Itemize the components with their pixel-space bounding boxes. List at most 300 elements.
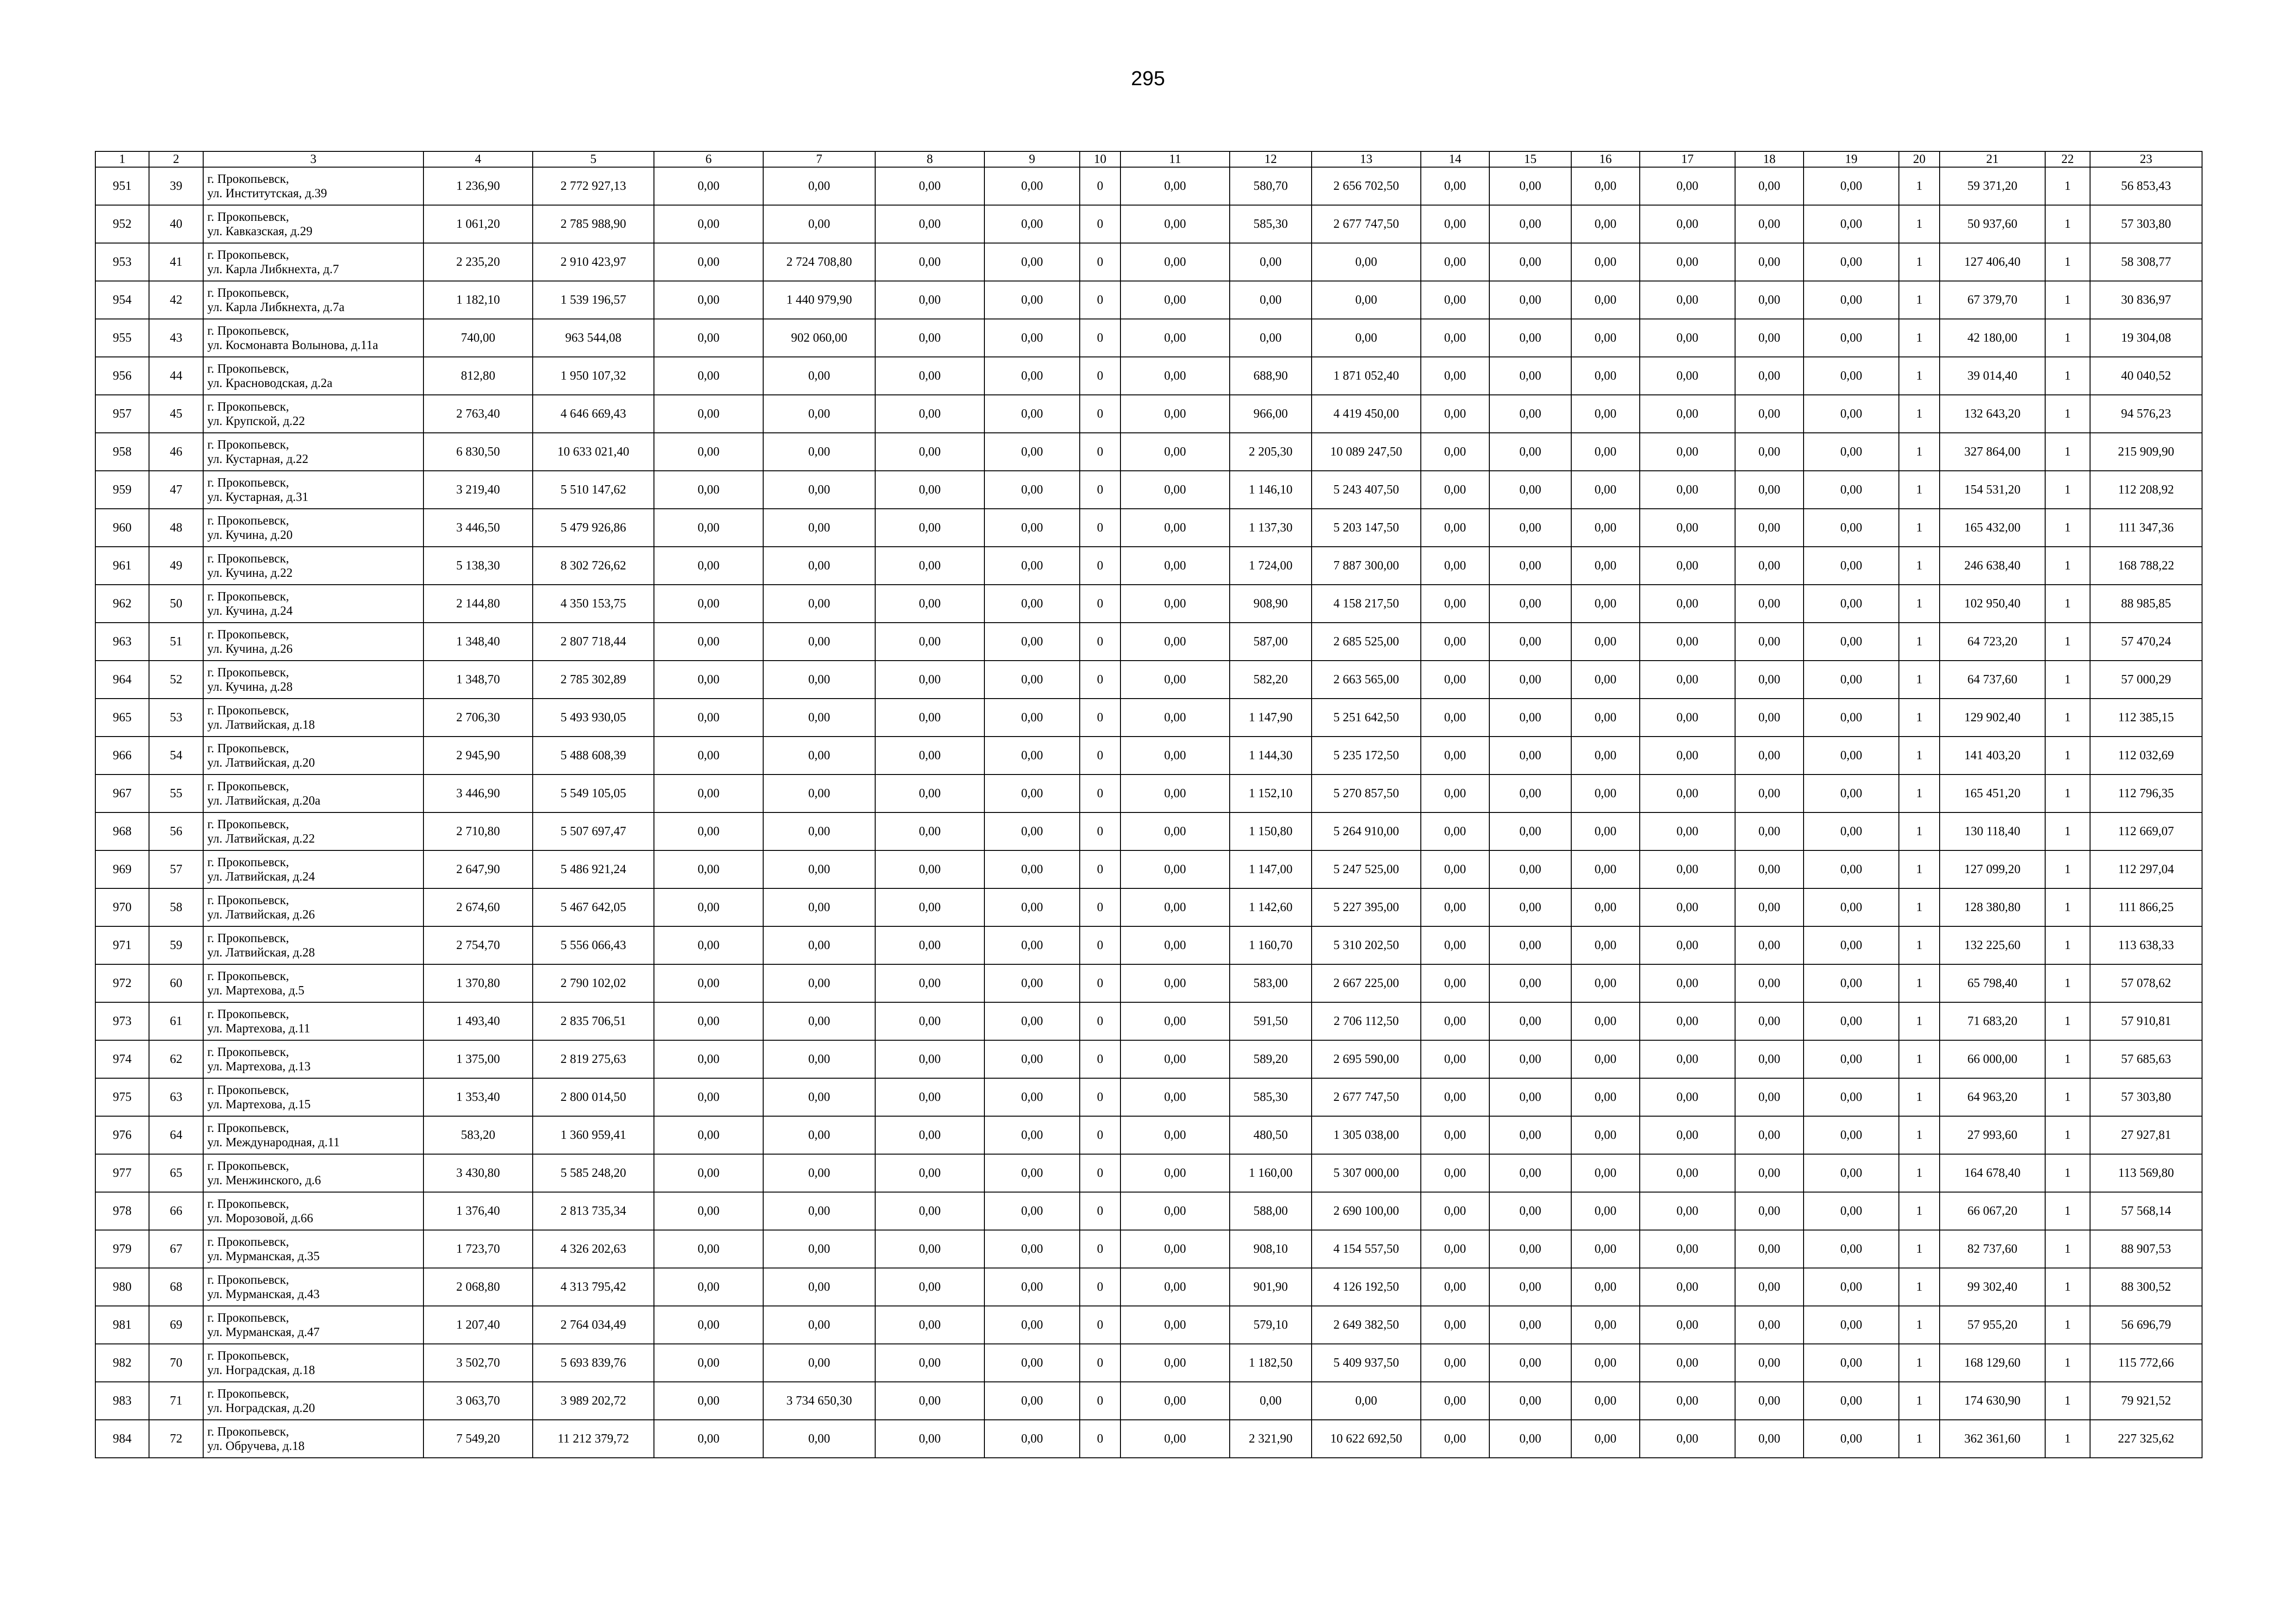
- value-cell: 0,00: [1735, 1192, 1804, 1230]
- value-cell: 0,00: [763, 850, 875, 888]
- value-cell: 56 853,43: [2090, 167, 2202, 205]
- column-header: 17: [1640, 151, 1735, 167]
- value-cell: 5 203 147,50: [1312, 509, 1421, 547]
- value-cell: 0,00: [1735, 661, 1804, 699]
- address-city: г. Прокопьевск,: [207, 665, 289, 679]
- value-cell: 0,00: [1421, 1230, 1489, 1268]
- value-cell: 5 479 926,86: [533, 509, 654, 547]
- table-row: [95, 812, 2202, 850]
- column-header: 21: [1940, 151, 2045, 167]
- value-cell: 0: [1080, 585, 1120, 623]
- value-cell: 0,00: [1571, 1116, 1640, 1154]
- value-cell: 0,00: [1421, 699, 1489, 737]
- column-header: 14: [1421, 151, 1489, 167]
- value-cell: 0,00: [1640, 509, 1735, 547]
- value-cell: 0,00: [654, 357, 763, 395]
- row-number: 955: [95, 319, 149, 357]
- value-cell: 0,00: [763, 1116, 875, 1154]
- address-city: г. Прокопьевск,: [207, 968, 289, 983]
- value-cell: 0,00: [1120, 471, 1230, 509]
- value-cell: 1 348,70: [423, 661, 533, 699]
- value-cell: 0,00: [875, 167, 984, 205]
- value-cell: 0: [1080, 547, 1120, 585]
- value-cell: 0: [1080, 661, 1120, 699]
- value-cell: 4 158 217,50: [1312, 585, 1421, 623]
- value-cell: 1: [1899, 1078, 1940, 1116]
- value-cell: 50 937,60: [1940, 205, 2045, 243]
- value-cell: 0,00: [1804, 509, 1899, 547]
- value-cell: 0,00: [1489, 888, 1571, 926]
- value-cell: 1: [2045, 509, 2090, 547]
- value-cell: 2 321,90: [1230, 1420, 1312, 1458]
- value-cell: 3 446,90: [423, 775, 533, 812]
- value-cell: 128 380,80: [1940, 888, 2045, 926]
- value-cell: 0,00: [1571, 623, 1640, 661]
- value-cell: 0,00: [1120, 1344, 1230, 1382]
- value-cell: 585,30: [1230, 1078, 1312, 1116]
- column-header: 9: [984, 151, 1080, 167]
- value-cell: 0,00: [654, 623, 763, 661]
- value-cell: 1 150,80: [1230, 812, 1312, 850]
- value-cell: 0,00: [1804, 1002, 1899, 1040]
- value-cell: 0,00: [1421, 1344, 1489, 1382]
- row-index: 72: [149, 1420, 203, 1458]
- value-cell: 0,00: [1571, 281, 1640, 319]
- value-cell: 132 643,20: [1940, 395, 2045, 433]
- address-city: г. Прокопьевск,: [207, 513, 289, 527]
- row-number: 983: [95, 1382, 149, 1420]
- row-number: 964: [95, 661, 149, 699]
- row-index: 42: [149, 281, 203, 319]
- value-cell: 0,00: [1120, 737, 1230, 775]
- column-header: 1: [95, 151, 149, 167]
- value-cell: 0,00: [1735, 850, 1804, 888]
- value-cell: 902 060,00: [763, 319, 875, 357]
- value-cell: 57 955,20: [1940, 1306, 2045, 1344]
- address-city: г. Прокопьевск,: [207, 1234, 289, 1249]
- row-index: 69: [149, 1306, 203, 1344]
- value-cell: 0,00: [763, 1192, 875, 1230]
- value-cell: 0,00: [1421, 509, 1489, 547]
- value-cell: 0: [1080, 964, 1120, 1002]
- value-cell: 0,00: [1421, 281, 1489, 319]
- value-cell: 0,00: [875, 319, 984, 357]
- value-cell: 3 734 650,30: [763, 1382, 875, 1420]
- value-cell: 1: [1899, 623, 1940, 661]
- value-cell: 0,00: [984, 737, 1080, 775]
- value-cell: 94 576,23: [2090, 395, 2202, 433]
- value-cell: 3 446,50: [423, 509, 533, 547]
- value-cell: 0,00: [654, 661, 763, 699]
- value-cell: 327 864,00: [1940, 433, 2045, 471]
- value-cell: 0,00: [1571, 1154, 1640, 1192]
- value-cell: 2 819 275,63: [533, 1040, 654, 1078]
- value-cell: 580,70: [1230, 167, 1312, 205]
- address-cell: [203, 357, 423, 395]
- address-street: ул. Ноградская, д.20: [207, 1401, 315, 1415]
- value-cell: 2 205,30: [1230, 433, 1312, 471]
- value-cell: 0,00: [1120, 775, 1230, 812]
- value-cell: 0,00: [1421, 737, 1489, 775]
- value-cell: 0,00: [1571, 699, 1640, 737]
- column-header: 2: [149, 151, 203, 167]
- value-cell: 5 585 248,20: [533, 1154, 654, 1192]
- value-cell: 0,00: [1489, 205, 1571, 243]
- value-cell: 112 796,35: [2090, 775, 2202, 812]
- column-header: 15: [1489, 151, 1571, 167]
- value-cell: 0,00: [984, 699, 1080, 737]
- value-cell: 0,00: [654, 1382, 763, 1420]
- value-cell: 0,00: [875, 661, 984, 699]
- value-cell: 0,00: [875, 585, 984, 623]
- value-cell: 0,00: [1804, 243, 1899, 281]
- address-street: ул. Латвийская, д.24: [207, 869, 315, 883]
- address-city: г. Прокопьевск,: [207, 627, 289, 641]
- address-city: г. Прокопьевск,: [207, 931, 289, 945]
- address-city: г. Прокопьевск,: [207, 1386, 289, 1400]
- value-cell: 0,00: [763, 737, 875, 775]
- address-city: г. Прокопьевск,: [207, 171, 289, 186]
- value-cell: 57 910,81: [2090, 1002, 2202, 1040]
- address-city: г. Прокопьевск,: [207, 893, 289, 907]
- value-cell: 0,00: [763, 812, 875, 850]
- value-cell: 0,00: [1120, 1040, 1230, 1078]
- table-row: [95, 547, 2202, 585]
- value-cell: 0,00: [1640, 1002, 1735, 1040]
- address-city: г. Прокопьевск,: [207, 1082, 289, 1097]
- value-cell: 0,00: [1489, 1002, 1571, 1040]
- table-body: [95, 167, 2202, 1458]
- value-cell: 0,00: [1804, 1420, 1899, 1458]
- value-cell: 0,00: [1421, 1002, 1489, 1040]
- column-header: 6: [654, 151, 763, 167]
- value-cell: 0,00: [1571, 775, 1640, 812]
- value-cell: 111 347,36: [2090, 509, 2202, 547]
- row-number: 976: [95, 1116, 149, 1154]
- row-index: 48: [149, 509, 203, 547]
- value-cell: 2 945,90: [423, 737, 533, 775]
- value-cell: 0,00: [1640, 319, 1735, 357]
- value-cell: 2 677 747,50: [1312, 1078, 1421, 1116]
- value-cell: 113 638,33: [2090, 926, 2202, 964]
- value-cell: 0,00: [1571, 547, 1640, 585]
- table-row: [95, 888, 2202, 926]
- value-cell: 0,00: [1571, 509, 1640, 547]
- value-cell: 0,00: [763, 1154, 875, 1192]
- value-cell: 2 785 302,89: [533, 661, 654, 699]
- value-cell: 0,00: [1571, 1040, 1640, 1078]
- value-cell: 1: [2045, 888, 2090, 926]
- value-cell: 71 683,20: [1940, 1002, 2045, 1040]
- value-cell: 0,00: [1571, 1420, 1640, 1458]
- value-cell: 0: [1080, 395, 1120, 433]
- address-city: г. Прокопьевск,: [207, 817, 289, 831]
- column-header: 19: [1804, 151, 1899, 167]
- value-cell: 1 144,30: [1230, 737, 1312, 775]
- address-street: ул. Мартехова, д.13: [207, 1059, 311, 1073]
- value-cell: 2 807 718,44: [533, 623, 654, 661]
- row-number: 959: [95, 471, 149, 509]
- value-cell: 0,00: [875, 395, 984, 433]
- value-cell: 1 147,00: [1230, 850, 1312, 888]
- value-cell: 0,00: [875, 1420, 984, 1458]
- table-row: [95, 850, 2202, 888]
- column-header: 10: [1080, 151, 1120, 167]
- row-index: 58: [149, 888, 203, 926]
- value-cell: 0: [1080, 1420, 1120, 1458]
- address-street: ул. Космонавта Волынова, д.11а: [207, 338, 379, 352]
- value-cell: 2 710,80: [423, 812, 533, 850]
- value-cell: 0,00: [1640, 850, 1735, 888]
- value-cell: 0,00: [763, 433, 875, 471]
- table-row: [95, 1230, 2202, 1268]
- value-cell: 0,00: [1804, 357, 1899, 395]
- table-row: [95, 1344, 2202, 1382]
- value-cell: 1 160,00: [1230, 1154, 1312, 1192]
- address-city: г. Прокопьевск,: [207, 437, 289, 451]
- value-cell: 0,00: [984, 433, 1080, 471]
- value-cell: 0,00: [984, 1268, 1080, 1306]
- address-cell: [203, 1192, 423, 1230]
- value-cell: 0,00: [1735, 1154, 1804, 1192]
- value-cell: 0,00: [654, 1268, 763, 1306]
- value-cell: 0: [1080, 1078, 1120, 1116]
- value-cell: 0: [1080, 926, 1120, 964]
- value-cell: 1: [1899, 395, 1940, 433]
- value-cell: 0,00: [1489, 850, 1571, 888]
- value-cell: 0,00: [1120, 623, 1230, 661]
- value-cell: 1: [1899, 1002, 1940, 1040]
- value-cell: 1 182,10: [423, 281, 533, 319]
- value-cell: 0,00: [984, 1420, 1080, 1458]
- value-cell: 0,00: [1571, 964, 1640, 1002]
- address-street: ул. Менжинского, д.6: [207, 1173, 321, 1187]
- row-number: 960: [95, 509, 149, 547]
- value-cell: 1: [2045, 1002, 2090, 1040]
- value-cell: 0,00: [1640, 433, 1735, 471]
- value-cell: 0: [1080, 1116, 1120, 1154]
- value-cell: 0,00: [1120, 1382, 1230, 1420]
- value-cell: 65 798,40: [1940, 964, 2045, 1002]
- value-cell: 0,00: [654, 1002, 763, 1040]
- value-cell: 4 326 202,63: [533, 1230, 654, 1268]
- row-index: 49: [149, 547, 203, 585]
- value-cell: 127 099,20: [1940, 850, 2045, 888]
- value-cell: 0,00: [1120, 1116, 1230, 1154]
- value-cell: 0,00: [763, 395, 875, 433]
- value-cell: 579,10: [1230, 1306, 1312, 1344]
- value-cell: 0,00: [875, 1230, 984, 1268]
- address-cell: [203, 471, 423, 509]
- value-cell: 2 910 423,97: [533, 243, 654, 281]
- value-cell: 0,00: [1640, 1382, 1735, 1420]
- address-street: ул. Латвийская, д.26: [207, 907, 315, 921]
- value-cell: 2 649 382,50: [1312, 1306, 1421, 1344]
- address-cell: [203, 1382, 423, 1420]
- value-cell: 0,00: [1120, 1420, 1230, 1458]
- value-cell: 0,00: [1120, 167, 1230, 205]
- value-cell: 0,00: [1640, 888, 1735, 926]
- value-cell: 0,00: [763, 926, 875, 964]
- value-cell: 0,00: [875, 433, 984, 471]
- value-cell: 0,00: [1489, 1040, 1571, 1078]
- value-cell: 0,00: [763, 547, 875, 585]
- value-cell: 0,00: [763, 471, 875, 509]
- value-cell: 1 152,10: [1230, 775, 1312, 812]
- row-number: 984: [95, 1420, 149, 1458]
- column-header: 22: [2045, 151, 2090, 167]
- value-cell: 5 264 910,00: [1312, 812, 1421, 850]
- value-cell: 0,00: [1120, 1078, 1230, 1116]
- value-cell: 0,00: [875, 926, 984, 964]
- value-cell: 1: [1899, 1306, 1940, 1344]
- address-cell: [203, 812, 423, 850]
- value-cell: 1: [2045, 1344, 2090, 1382]
- row-number: 961: [95, 547, 149, 585]
- value-cell: 2 647,90: [423, 850, 533, 888]
- value-cell: 0,00: [875, 243, 984, 281]
- value-cell: 0: [1080, 888, 1120, 926]
- value-cell: 0,00: [1735, 433, 1804, 471]
- value-cell: 0,00: [1640, 623, 1735, 661]
- address-street: ул. Кучина, д.22: [207, 566, 293, 580]
- value-cell: 129 902,40: [1940, 699, 2045, 737]
- value-cell: 0: [1080, 1344, 1120, 1382]
- value-cell: 1 539 196,57: [533, 281, 654, 319]
- address-street: ул. Красноводская, д.2а: [207, 376, 333, 390]
- value-cell: 0: [1080, 357, 1120, 395]
- value-cell: 4 154 557,50: [1312, 1230, 1421, 1268]
- value-cell: 0,00: [984, 509, 1080, 547]
- address-cell: [203, 547, 423, 585]
- value-cell: 99 302,40: [1940, 1268, 2045, 1306]
- value-cell: 0,00: [984, 888, 1080, 926]
- value-cell: 1: [1899, 964, 1940, 1002]
- value-cell: 0,00: [1804, 775, 1899, 812]
- value-cell: 0,00: [654, 281, 763, 319]
- value-cell: 0,00: [1735, 775, 1804, 812]
- value-cell: 0,00: [1571, 167, 1640, 205]
- value-cell: 0,00: [1735, 737, 1804, 775]
- value-cell: 0,00: [763, 661, 875, 699]
- value-cell: 1: [1899, 243, 1940, 281]
- value-cell: 5 467 642,05: [533, 888, 654, 926]
- address-street: ул. Обручева, д.18: [207, 1439, 305, 1453]
- address-cell: [203, 433, 423, 471]
- value-cell: 688,90: [1230, 357, 1312, 395]
- table-row: [95, 433, 2202, 471]
- value-cell: 587,00: [1230, 623, 1312, 661]
- value-cell: 1: [2045, 775, 2090, 812]
- value-cell: 1: [2045, 1116, 2090, 1154]
- value-cell: 0,00: [1421, 623, 1489, 661]
- value-cell: 64 723,20: [1940, 623, 2045, 661]
- value-cell: 0,00: [1489, 1306, 1571, 1344]
- value-cell: 0,00: [1640, 281, 1735, 319]
- value-cell: 0,00: [1804, 281, 1899, 319]
- value-cell: 5 310 202,50: [1312, 926, 1421, 964]
- value-cell: 59 371,20: [1940, 167, 2045, 205]
- address-street: ул. Карла Либкнехта, д.7а: [207, 300, 345, 314]
- value-cell: 1: [1899, 1230, 1940, 1268]
- value-cell: 5 488 608,39: [533, 737, 654, 775]
- value-cell: 0,00: [875, 1078, 984, 1116]
- value-cell: 0,00: [1489, 964, 1571, 1002]
- value-cell: 0,00: [763, 1078, 875, 1116]
- value-cell: 0: [1080, 1230, 1120, 1268]
- value-cell: 0,00: [1489, 775, 1571, 812]
- value-cell: 0,00: [1489, 1078, 1571, 1116]
- value-cell: 2 685 525,00: [1312, 623, 1421, 661]
- value-cell: 0,00: [875, 699, 984, 737]
- address-cell: [203, 1230, 423, 1268]
- value-cell: 0,00: [984, 1002, 1080, 1040]
- value-cell: 0,00: [654, 775, 763, 812]
- row-number: 982: [95, 1344, 149, 1382]
- value-cell: 0,00: [1804, 1116, 1899, 1154]
- value-cell: 0,00: [1120, 395, 1230, 433]
- value-cell: 174 630,90: [1940, 1382, 2045, 1420]
- value-cell: 589,20: [1230, 1040, 1312, 1078]
- row-index: 62: [149, 1040, 203, 1078]
- value-cell: 0,00: [1640, 1078, 1735, 1116]
- value-cell: 0,00: [875, 737, 984, 775]
- value-cell: 3 989 202,72: [533, 1382, 654, 1420]
- address-street: ул. Международная, д.11: [207, 1135, 340, 1149]
- value-cell: 2 068,80: [423, 1268, 533, 1306]
- data-table: [95, 151, 2203, 1458]
- address-city: г. Прокопьевск,: [207, 361, 289, 375]
- value-cell: 0,00: [654, 1230, 763, 1268]
- value-cell: 0,00: [1640, 1306, 1735, 1344]
- column-header: 12: [1230, 151, 1312, 167]
- value-cell: 1: [2045, 205, 2090, 243]
- value-cell: 113 569,80: [2090, 1154, 2202, 1192]
- value-cell: 0,00: [984, 623, 1080, 661]
- value-cell: 0,00: [1120, 1192, 1230, 1230]
- value-cell: 901,90: [1230, 1268, 1312, 1306]
- value-cell: 1: [2045, 433, 2090, 471]
- address-street: ул. Латвийская, д.28: [207, 945, 315, 959]
- value-cell: 82 737,60: [1940, 1230, 2045, 1268]
- value-cell: 141 403,20: [1940, 737, 2045, 775]
- column-header: 3: [203, 151, 423, 167]
- value-cell: 0: [1080, 1154, 1120, 1192]
- table-row: [95, 1154, 2202, 1192]
- row-index: 54: [149, 737, 203, 775]
- address-cell: [203, 1420, 423, 1458]
- value-cell: 0,00: [875, 1154, 984, 1192]
- value-cell: 88 300,52: [2090, 1268, 2202, 1306]
- value-cell: 2 144,80: [423, 585, 533, 623]
- value-cell: 582,20: [1230, 661, 1312, 699]
- value-cell: 0,00: [1640, 167, 1735, 205]
- value-cell: 0,00: [1640, 775, 1735, 812]
- value-cell: 0,00: [1230, 319, 1312, 357]
- value-cell: 132 225,60: [1940, 926, 2045, 964]
- value-cell: 0,00: [1489, 1420, 1571, 1458]
- value-cell: 0,00: [1640, 1116, 1735, 1154]
- value-cell: 0,00: [1120, 205, 1230, 243]
- value-cell: 0,00: [763, 1420, 875, 1458]
- address-cell: [203, 1002, 423, 1040]
- value-cell: 0,00: [1571, 1268, 1640, 1306]
- value-cell: 0,00: [1120, 926, 1230, 964]
- value-cell: 0,00: [984, 357, 1080, 395]
- row-index: 61: [149, 1002, 203, 1040]
- value-cell: 1: [1899, 547, 1940, 585]
- value-cell: 0,00: [1735, 281, 1804, 319]
